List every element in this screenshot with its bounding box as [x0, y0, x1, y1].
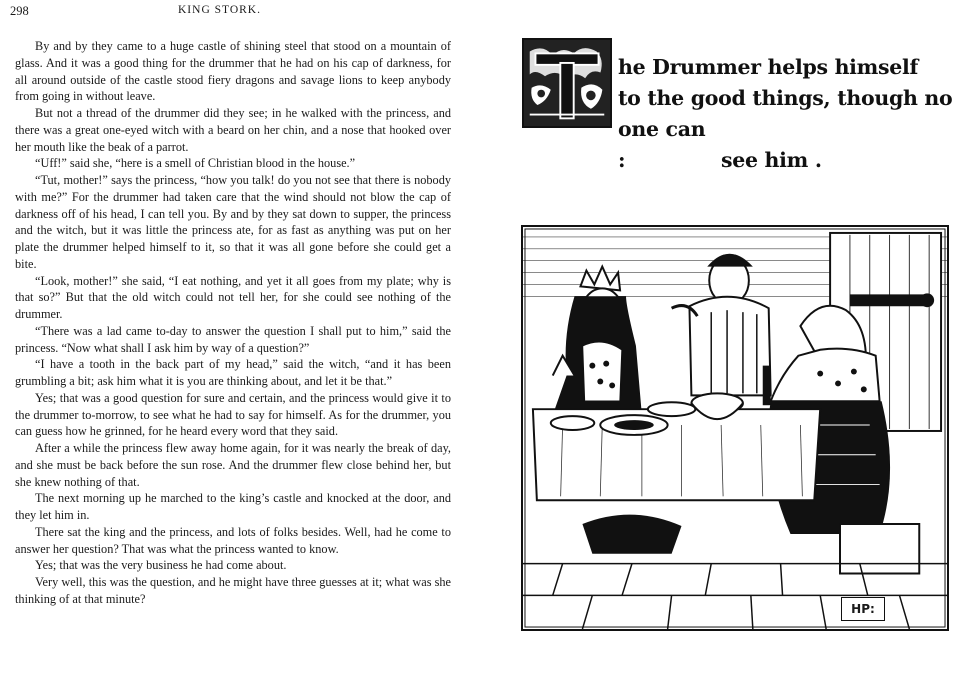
running-head — [10, 4, 450, 24]
paragraph: Yes; that was a good question for sure and certain, and the princess would give it to the drummer to-morrow, to see what he had to say for himself. As for the drummer, you can guess how he grinned, for he heard every word that they said. — [15, 390, 451, 439]
story-text — [15, 38, 451, 608]
paragraph: “I have a tooth in the back part of my head,” said the witch, “and it has been grumbling a bit; ask him what it is you are thinking about, and let it be that.” — [15, 357, 451, 388]
paragraph: “Look, mother!” she said, “I eat nothing, and yet it all goes from my plate; why is that so?” But that the old witch could not tell her, for she could see nothing of the drummer. — [15, 273, 451, 321]
running-title: KING STORK. — [178, 4, 261, 16]
chapter-title-line-2: to the good things, though no one can — [618, 86, 953, 141]
chapter-title-line-3: : see him . — [618, 148, 822, 172]
paragraph: Very well, this was the question, and he might have three guesses at it; what was she thinking of at that minute? — [15, 575, 451, 606]
paragraph: Yes; that was the very business he had come about. — [35, 558, 287, 573]
chapter-title — [618, 52, 962, 176]
artist-monogram: HP: — [841, 597, 885, 621]
paragraph: There sat the king and the princess, and lots of folks besides. Well, had he come to answer her question? That was what the princess wanted to know. — [15, 524, 451, 556]
paragraph: “Uff!” said she, “here is a smell of Christian blood in the house.” — [35, 156, 356, 171]
drop-cap-image — [524, 40, 610, 126]
illustration-drummer-feast — [521, 225, 949, 631]
paragraph: After a while the princess flew away home again, for it was nearly the break of day, and she must be back before the sun rose. And the drummer flew close behind her, but she knew nothing of that. — [15, 441, 451, 489]
paragraph: The next morning up he marched to the king’s castle and knocked at the door, and they let him in. — [15, 491, 451, 522]
paragraph: “There was a lad came to-day to answer the question I shall put to him,” said the princess. “Now what shall I ask him by way of a question?” — [15, 323, 451, 355]
drop-cap-illuminated-letter — [522, 38, 612, 128]
paragraph: By and by they came to a huge castle of shining steel that stood on a mountain of glass. And it was a good thing for the drummer that he had on his cap of darkness, for all around outside of the castle stood fiery dragons and savage lions to keep anybody from going in without leave. — [15, 39, 451, 104]
paragraph: “Tut, mother!” says the princess, “how you talk! do you not see that there is nobody with me?” For the drummer had taken care that the wind should not blow the cap of darkness off of his head, I can tell you. By and by they sat down to supper, the princess and the witch, but it was little the princess ate, for as fast as anything was put on her plate the drummer helped himself to it, so that it was all gone before she could get a bite. — [15, 173, 451, 271]
chapter-heading — [522, 38, 962, 172]
right-page — [500, 0, 969, 675]
chapter-title-line-1: he Drummer helps himself — [618, 55, 919, 79]
paragraph: But not a thread of the drummer did they see; in he walked with the princess, and there was a great one-eyed witch with a beard on her chin, and a nose that hooked over her mouth like the beak of a parrot. — [15, 106, 451, 154]
page-number: 298 — [10, 4, 29, 18]
left-page — [0, 0, 470, 675]
illustration-image — [523, 227, 947, 629]
